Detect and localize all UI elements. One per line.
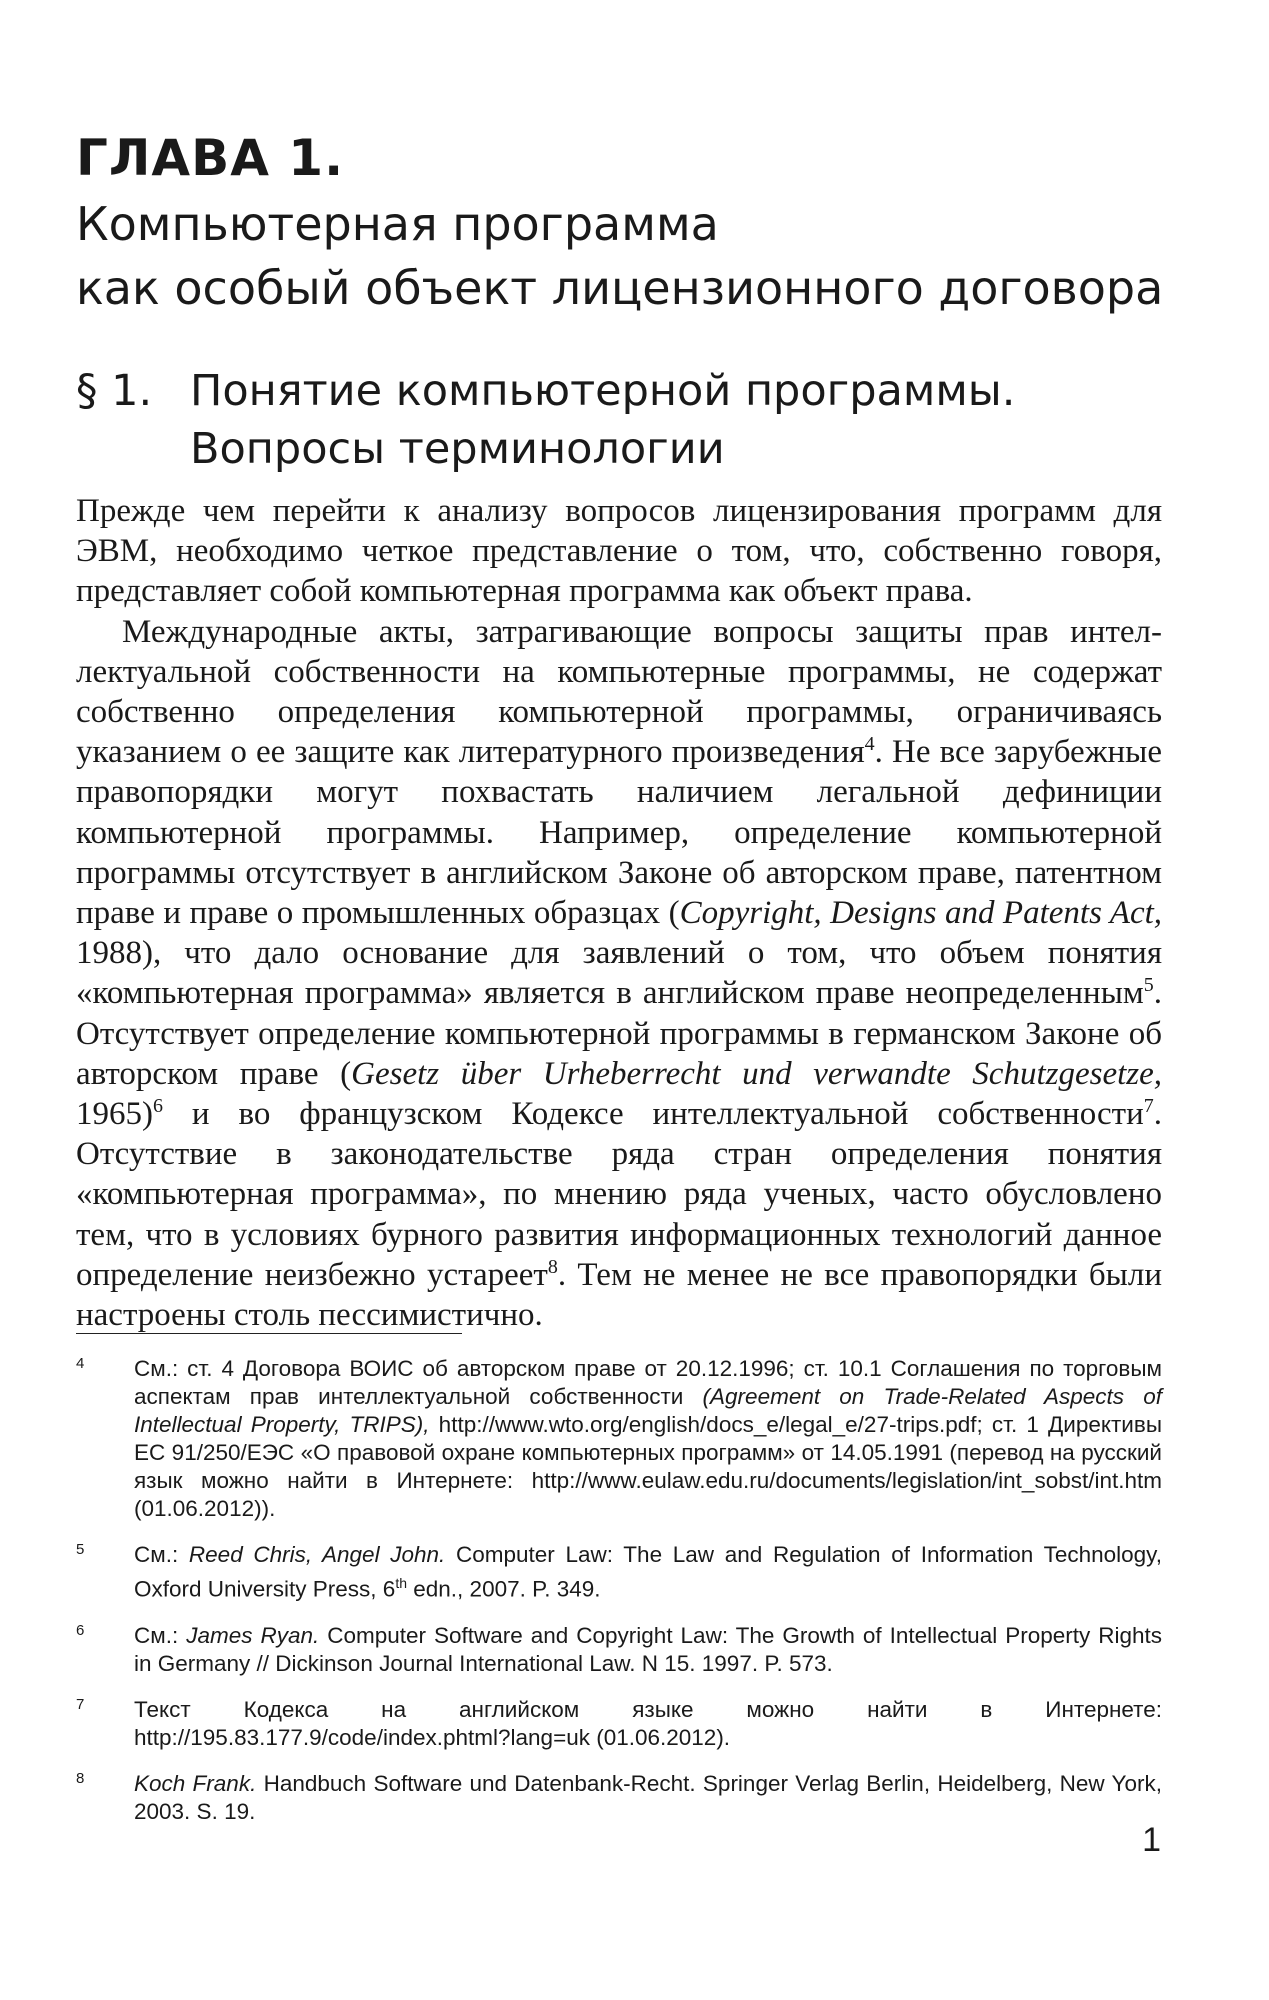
footnote-text-part: См.: bbox=[134, 1542, 189, 1567]
footnote-text-part: Handbuch Software und Datenbank-Recht. Springer Verlag Berlin, Heidelberg, New York, 2003. S. 19. bbox=[134, 1770, 1162, 1824]
footnote-text-part: edn., 2007. P. 349. bbox=[407, 1576, 601, 1602]
paragraph-1: Прежде чем перейти к анализу вопросов лицензирования программ для ЭВМ, необходимо четкое представление о том, что, собственно говоря, представляет собой компьютерная программа как объект права. bbox=[76, 493, 1162, 610]
footnote-text bbox=[134, 1770, 1162, 1826]
chapter-title-line1: Компьютерная программа bbox=[76, 197, 719, 251]
chapter-title bbox=[76, 192, 1226, 320]
footnote-text bbox=[134, 1355, 1162, 1523]
footnote-ref-8: 8 bbox=[547, 1255, 558, 1278]
paragraph-2-text: . Не все зарубежные правопорядки могут похвастать наличием легальной дефиниции компьютерной программы. Например, определение компьютерной программы отсутствует в английском Законе об авторском праве, патентном праве и праве о промышленных образцах ( bbox=[76, 734, 1162, 932]
footnote-4 bbox=[76, 1355, 1162, 1523]
footnote-italic: James Ryan. bbox=[186, 1622, 320, 1648]
footnote-ref-5: 5 bbox=[1143, 974, 1154, 997]
footnote-number: 6 bbox=[76, 1621, 85, 1639]
footnote-superscript: th bbox=[395, 1575, 408, 1591]
footnote-ref-6: 6 bbox=[153, 1095, 163, 1118]
footnote-italic: (Agreement on Trade-Related Aspects of Intellectual Property, TRIPS), bbox=[134, 1384, 1163, 1437]
paragraph-2-text: . Отсутствует определение компьютерной программы в германском Законе об авторском праве ( bbox=[76, 975, 1162, 1092]
footnote-number: 4 bbox=[76, 1355, 85, 1372]
chapter-title-line2: как особый объект лицензионного договора bbox=[76, 261, 1164, 315]
section-heading bbox=[76, 362, 1226, 478]
paragraph-2-text: . Тем не менее не все правопорядки были настроены столь пессимистично. bbox=[76, 1256, 1162, 1334]
footnote-text bbox=[134, 1541, 1162, 1604]
footnote-number: 7 bbox=[76, 1695, 85, 1713]
page-number: 1 bbox=[1142, 1821, 1161, 1859]
paragraph-2-text: 1965) bbox=[76, 1096, 153, 1133]
section-title-line1: Понятие компьютерной программы. bbox=[190, 366, 1016, 416]
law-title-italic: Gesetz über Urheberrecht und verwandte Schutzgesetze, bbox=[351, 1055, 1162, 1092]
section-number: § 1. bbox=[76, 366, 153, 416]
footnote-text-part: См.: bbox=[134, 1622, 187, 1648]
footnote-text-part: Computer Law: The Law and Regulation of Information Technology, Oxford University Press, 6 bbox=[134, 1542, 1162, 1602]
paragraph-2-text: . Отсутствие в законодательстве ряда стран определения понятия «компьютерная программа», по мнению ряда ученых, часто обусловлено тем, что в условиях бурного развития информационных технологий данное определение неизбежно устареет bbox=[76, 1096, 1162, 1293]
footnote-text-part: Computer Software and Copyright Law: The Growth of Intellectual Property Rights in Germany // Dickinson Journal International Law. N 15. 1997. P. 573. bbox=[134, 1622, 1162, 1676]
footnote-italic: Reed Chris, Angel John. bbox=[188, 1542, 446, 1567]
footnote-ref-4: 4 bbox=[864, 733, 875, 756]
paragraph-2-text: и во французском Кодексе интеллектуальной собственности bbox=[163, 1096, 1144, 1133]
footnote-number: 8 bbox=[76, 1769, 85, 1787]
paragraph-2 bbox=[76, 612, 1162, 1336]
section-title-line2: Вопросы терминологии bbox=[190, 424, 725, 474]
footnote-italic: Koch Frank. bbox=[134, 1770, 257, 1796]
footnote-text bbox=[134, 1622, 1162, 1678]
footnote-7 bbox=[76, 1696, 1162, 1752]
footnote-ref-7: 7 bbox=[1143, 1095, 1154, 1118]
footnote-6 bbox=[76, 1622, 1162, 1678]
law-title-italic: Copyright, Designs and Patents Act, bbox=[679, 895, 1163, 932]
footnote-divider bbox=[76, 1333, 462, 1334]
footnote-5 bbox=[76, 1541, 1162, 1604]
paragraph-2-text: Международные акты, затрагивающие вопросы защиты прав интеллектуальной собственности на компьютерные программы, не содержат собственно определения компьютерной программы, ограничиваясь указанием о ее защите как литературного произведения bbox=[76, 613, 1162, 771]
footnote-text: Текст Кодекса на английском языке можно найти в Интернете: http://195.83.177.9/code/index.phtml?lang=uk (01.06.2012). bbox=[134, 1696, 1162, 1750]
footnote-number: 5 bbox=[76, 1541, 85, 1558]
footnote-8 bbox=[76, 1770, 1162, 1826]
footnote-text-part: См.: ст. 4 Договора ВОИС об авторском праве от 20.12.1996; ст. 10.1 Соглашения по торговым аспектам прав интеллектуальной собственности bbox=[134, 1356, 1162, 1409]
footnotes-list bbox=[76, 1355, 1162, 1844]
chapter-label: ГЛАВА 1. bbox=[76, 129, 345, 187]
body-text bbox=[76, 491, 1162, 1335]
footnote-text-part: http://www.wto.org/english/docs_e/legal_e/27-trips.pdf; ст. 1 Директивы ЕС 91/250/ЕЭС «О правовой охране компьютерных программ» от 14.05.1991 (перевод на русский язык можно найти в Интернете: http://www.eulaw.edu.ru/documents/legislation/int_sobst/int.htm (01.06.2012)). bbox=[134, 1412, 1162, 1521]
paragraph-2-text: 1988), что дало основание для заявлений о том, что объем понятия «компьютерная программа» является в английском праве неопределенным bbox=[76, 935, 1162, 1012]
